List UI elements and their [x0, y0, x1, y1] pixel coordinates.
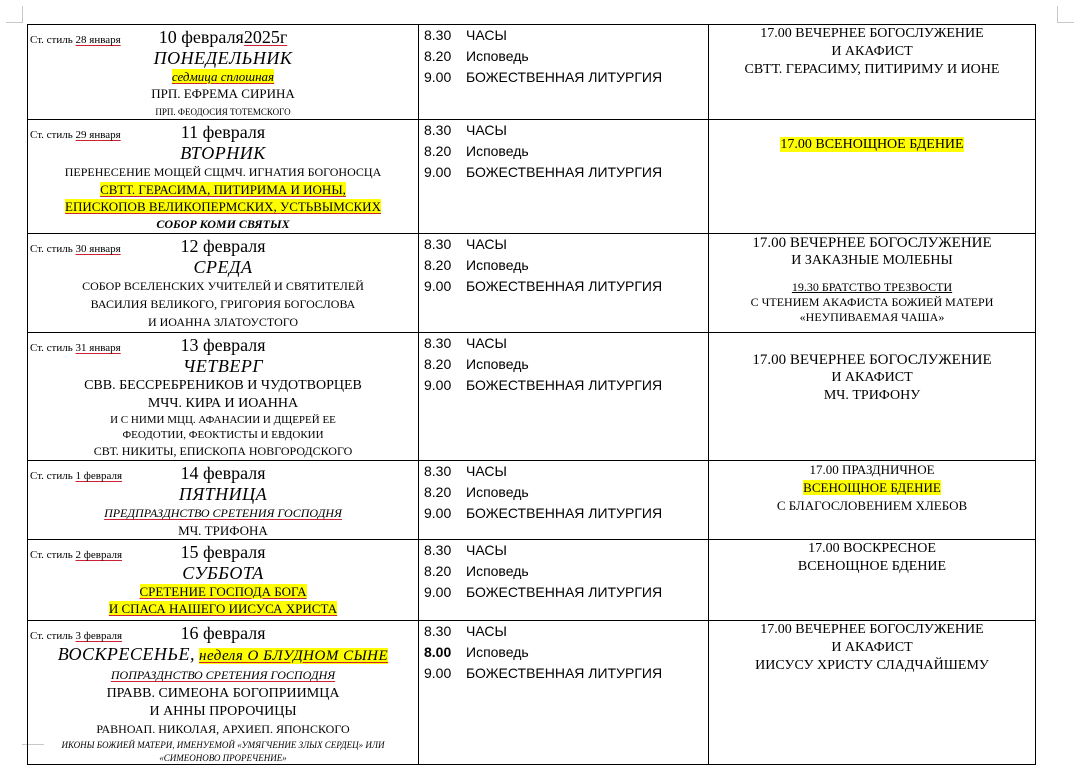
evening-line: ВСЕНОЩНОЕ БДЕНИЕ [797, 559, 947, 574]
old-style-day: 2 февраля [75, 549, 122, 561]
schedule-row [28, 234, 1036, 333]
morning-schedule-cell [419, 120, 709, 234]
service-line [424, 141, 708, 162]
evening-service-cell [709, 234, 1036, 333]
service-time: 9.00 [424, 505, 452, 521]
service-line [424, 582, 708, 603]
service-name: ЧАСЫ [466, 236, 507, 252]
service-line [424, 46, 708, 67]
service-name: Исповедь [466, 143, 529, 159]
evening-service-cell [709, 621, 1036, 765]
commemoration-text: СВВ. БЕССРЕБРЕНИКОВ И ЧУДОТВОРЦЕВ [84, 378, 362, 393]
service-time: 8.20 [424, 484, 452, 500]
morning-schedule-cell [419, 333, 709, 461]
schedule-row [28, 25, 1036, 120]
evening-highlight: 17.00 ВСЕНОЩНОЕ БДЕНИЕ [780, 137, 964, 152]
evening-text: С БЛАГОСЛОВЕНИЕМ ХЛЕБОВ [776, 498, 968, 513]
service-time: 8.20 [424, 48, 452, 64]
evening-service-cell [709, 540, 1036, 621]
service-line [424, 663, 708, 684]
day-cell [28, 333, 419, 461]
weekday: ВТОРНИК [180, 143, 266, 163]
weekday: ВОСКРЕСЕНЬЕ, [57, 644, 196, 664]
service-time: 9.00 [424, 164, 452, 180]
commemoration-line [28, 720, 418, 738]
date-year: 2025г [243, 27, 288, 47]
commemoration-line [28, 738, 418, 751]
old-style-date [30, 32, 121, 49]
service-name: Исповедь [466, 484, 529, 500]
schedule-row [28, 621, 1036, 765]
old-style-date [30, 628, 122, 645]
commemoration-text: ПРЕДПРАЗДНСТВО СРЕТЕНИЯ ГОСПОДНЯ [104, 506, 342, 520]
service-name: ЧАСЫ [466, 335, 507, 351]
new-style-date: 10 февраля [158, 27, 244, 47]
service-name: БОЖЕСТВЕННАЯ ЛИТУРГИЯ [466, 505, 663, 521]
commemoration-text: «СИМЕОНОВО ПРОРЕЧЕНИЕ» [159, 753, 287, 763]
evening-line: 17.00 ВЕЧЕРНЕЕ БОГОСЛУЖЕНИЕ [752, 235, 992, 251]
day-header [28, 26, 418, 49]
commemoration-text: МЧЧ. КИРА И ИОАННА [147, 396, 299, 411]
evening-line: И ЗАКАЗНЫЕ МОЛЕБНЫ [791, 253, 953, 268]
service-time: 8.20 [424, 143, 452, 159]
commemoration-line [28, 102, 418, 119]
morning-schedule-cell [419, 234, 709, 333]
commemoration-text: ВАСИЛИЯ ВЕЛИКОГО, ГРИГОРИЯ БОГОСЛОВА [90, 297, 356, 311]
commemoration-text: СОБОР ВСЕЛЕНСКИХ УЧИТЕЛЕЙ И СВЯТИТЕЛЕЙ [82, 279, 364, 293]
old-style-label: Ст. стиль [30, 549, 73, 561]
weekday-line [28, 564, 418, 583]
weekday: СРЕДА [193, 257, 253, 277]
day-cell [28, 540, 419, 621]
schedule-row [28, 120, 1036, 234]
evening-line: 17.00 ВЕЧЕРНЕЕ БОГОСЛУЖЕНИЕ [760, 26, 984, 41]
commemoration-text: И СПАСА НАШЕГО ИИСУСА ХРИСТА [108, 601, 338, 616]
service-line [424, 503, 708, 524]
weekday-line [28, 645, 418, 666]
old-style-day: 28 января [75, 34, 121, 46]
commemoration-text: СРЕТЕНИЕ ГОСПОДА БОГА [139, 584, 307, 599]
old-style-date [30, 241, 121, 258]
commemoration-line [28, 504, 418, 522]
evening-small-line: 19.30 БРАТСТВО ТРЕЗВОСТИ [791, 280, 953, 294]
evening-line: 17.00 ВОСКРЕСНОЕ [808, 541, 936, 556]
evening-text: 17.00 ПРАЗДНИЧНОЕ [809, 462, 935, 477]
commemoration-line [28, 427, 418, 442]
evening-gap [709, 270, 1035, 280]
service-line [424, 234, 708, 255]
old-style-day: 3 февраля [75, 630, 122, 642]
old-style-date [30, 127, 121, 144]
service-name: БОЖЕСТВЕННАЯ ЛИТУРГИЯ [466, 69, 663, 85]
evening-line: И АКАФИСТ [831, 370, 913, 385]
day-header [28, 334, 418, 357]
old-style-date [30, 547, 122, 564]
commemoration-text: ПРП. ЕФРЕМА СИРИНА [151, 86, 295, 101]
evening-small-line: «НЕУПИВАЕМАЯ ЧАША» [799, 310, 945, 324]
service-time: 8.30 [424, 27, 452, 43]
service-line [424, 621, 708, 642]
commemoration-line [28, 442, 418, 460]
commemoration-line [28, 666, 418, 684]
service-time: 9.00 [424, 278, 452, 294]
new-style-date: 14 февраля [180, 463, 266, 483]
evening-small-line: С ЧТЕНИЕМ АКАФИСТА БОЖИЕЙ МАТЕРИ [750, 295, 994, 309]
evening-line [709, 461, 1035, 479]
commemoration-line [28, 68, 418, 85]
service-name: ЧАСЫ [466, 542, 507, 558]
commemoration-text: ПРП. ФЕОДОСИЯ ТОТЕМСКОГО [155, 107, 291, 117]
evening-line [709, 136, 1035, 154]
service-time: 8.30 [424, 236, 452, 252]
service-line [424, 461, 708, 482]
evening-line [709, 479, 1035, 497]
service-name: БОЖЕСТВЕННАЯ ЛИТУРГИЯ [466, 377, 663, 393]
service-line [424, 561, 708, 582]
service-line [424, 67, 708, 88]
weekday: ПОНЕДЕЛЬНИК [153, 48, 293, 68]
day-cell [28, 234, 419, 333]
service-time: 8.20 [424, 257, 452, 273]
old-style-day: 31 января [75, 342, 121, 354]
evening-text: ВСЕНОЩНОЕ БДЕНИЕ [803, 480, 941, 495]
weekday-line [28, 49, 418, 68]
service-line [424, 482, 708, 503]
service-name: Исповедь [466, 563, 529, 579]
evening-service-cell [709, 120, 1036, 234]
weekday-line [28, 258, 418, 277]
commemoration-line [28, 163, 418, 181]
commemoration-text: ФЕОДОТИИ, ФЕОКТИСТЫ И ЕВДОКИИ [122, 429, 324, 441]
service-line [424, 276, 708, 297]
evening-line: ИИСУСУ ХРИСТУ СЛАДЧАЙШЕМУ [755, 658, 989, 673]
sunday-title: неделя О БЛУДНОМ СЫНЕ [199, 648, 389, 664]
commemoration-line [28, 198, 418, 215]
service-name: БОЖЕСТВЕННАЯ ЛИТУРГИЯ [466, 665, 663, 681]
service-time: 9.00 [424, 584, 452, 600]
service-time: 8.30 [424, 623, 452, 639]
morning-schedule-cell [419, 621, 709, 765]
service-name: БОЖЕСТВЕННАЯ ЛИТУРГИЯ [466, 584, 663, 600]
service-line [424, 642, 708, 663]
commemoration-text: ПОПРАЗДНСТВО СРЕТЕНИЯ ГОСПОДНЯ [110, 668, 336, 682]
service-name: БОЖЕСТВЕННАЯ ЛИТУРГИЯ [466, 164, 663, 180]
service-line [424, 255, 708, 276]
old-style-day: 30 января [75, 243, 121, 255]
schedule-row [28, 333, 1036, 461]
evening-service-cell [709, 333, 1036, 461]
new-style-date: 16 февраля [180, 623, 266, 643]
service-time: 9.00 [424, 69, 452, 85]
new-style-date: 11 февраля [180, 122, 266, 142]
day-header [28, 121, 418, 144]
service-name: ЧАСЫ [466, 27, 507, 43]
commemoration-line [28, 751, 418, 764]
service-time: 8.20 [424, 356, 452, 372]
old-style-day: 29 января [75, 129, 121, 141]
commemoration-line [28, 394, 418, 412]
commemoration-text: И ИОАННА ЗЛАТОУСТОГО [147, 315, 299, 329]
commemoration-line [28, 583, 418, 600]
day-header [28, 235, 418, 258]
commemoration-line [28, 522, 418, 539]
service-name: ЧАСЫ [466, 122, 507, 138]
morning-schedule-cell [419, 540, 709, 621]
evening-line: МЧ. ТРИФОНУ [823, 388, 921, 403]
morning-schedule-cell [419, 461, 709, 540]
weekday: ПЯТНИЦА [178, 484, 268, 504]
weekday-line [28, 144, 418, 163]
schedule-row [28, 461, 1036, 540]
new-style-date: 13 февраля [180, 335, 266, 355]
evening-line: И АКАФИСТ [831, 44, 913, 59]
commemoration-text: ПРАВВ. СИМЕОНА БОГОПРИИМЦА [106, 686, 340, 701]
commemoration-text: ИКОНЫ БОЖИЕЙ МАТЕРИ, ИМЕНУЕМОЙ «УМЯГЧЕНИЕ ЗЛЫХ СЕРДЕЦ» ИЛИ [61, 740, 385, 750]
old-style-label: Ст. стиль [30, 342, 73, 354]
evening-line: СВТТ. ГЕРАСИМУ, ПИТИРИМУ И ИОНЕ [744, 62, 1000, 77]
service-line [424, 333, 708, 354]
service-line [424, 375, 708, 396]
old-style-label: Ст. стиль [30, 470, 73, 482]
day-header [28, 462, 418, 485]
commemoration-line [28, 215, 418, 233]
service-name: Исповедь [466, 257, 529, 273]
schedule-table [27, 24, 1036, 765]
service-time: 8.30 [424, 463, 452, 479]
commemoration-text: СОБОР КОМИ СВЯТЫХ [156, 217, 290, 231]
commemoration-text: И АННЫ ПРОРОЧИЦЫ [149, 704, 297, 719]
commemoration-text: МЧ. ТРИФОНА [178, 523, 268, 538]
new-style-date: 12 февраля [180, 236, 266, 256]
service-name: БОЖЕСТВЕННАЯ ЛИТУРГИЯ [466, 278, 663, 294]
service-name: Исповедь [466, 356, 529, 372]
service-line [424, 540, 708, 561]
schedule-row [28, 540, 1036, 621]
commemoration-text: седмица сплошная [171, 69, 275, 84]
commemoration-line [28, 313, 418, 331]
day-header [28, 541, 418, 564]
service-line [424, 25, 708, 46]
commemoration-line [28, 600, 418, 617]
service-name: Исповедь [466, 644, 529, 660]
commemoration-line [28, 376, 418, 394]
commemoration-line [28, 277, 418, 295]
commemoration-text: ЕПИСКОПОВ ВЕЛИКОПЕРМСКИХ, УСТЬВЫМСКИХ [65, 199, 381, 214]
commemoration-line [28, 412, 418, 427]
evening-line: 17.00 ВЕЧЕРНЕЕ БОГОСЛУЖЕНИЕ [752, 352, 992, 368]
old-style-label: Ст. стиль [30, 34, 73, 46]
commemoration-line [28, 85, 418, 102]
evening-service-cell [709, 461, 1036, 540]
evening-service-cell [709, 25, 1036, 120]
service-time: 9.00 [424, 665, 452, 681]
service-line [424, 120, 708, 141]
day-cell [28, 25, 419, 120]
old-style-label: Ст. стиль [30, 630, 73, 642]
weekday: ЧЕТВЕРГ [182, 356, 264, 376]
service-time: 8.30 [424, 122, 452, 138]
day-header [28, 622, 418, 645]
commemoration-line [28, 702, 418, 720]
service-name: ЧАСЫ [466, 623, 507, 639]
commemoration-text: СВТ. НИКИТЫ, ЕПИСКОПА НОВГОРОДСКОГО [93, 444, 353, 458]
commemoration-text: ПЕРЕНЕСЕНИЕ МОЩЕЙ СЩМЧ. ИГНАТИЯ БОГОНОСЦА [64, 165, 382, 179]
commemoration-text: СВТТ. ГЕРАСИМА, ПИТИРИМА И ИОНЫ, [100, 182, 346, 197]
weekday-line [28, 357, 418, 376]
evening-line: 17.00 ВЕЧЕРНЕЕ БОГОСЛУЖЕНИЕ [760, 622, 984, 637]
evening-line: И АКАФИСТ [831, 640, 913, 655]
old-style-date [30, 468, 122, 485]
page-corner-mark [6, 6, 23, 23]
commemoration-line [28, 684, 418, 702]
old-style-date [30, 340, 121, 357]
page-corner-mark [1057, 6, 1074, 23]
day-cell [28, 461, 419, 540]
evening-line [709, 497, 1035, 515]
commemoration-text: И С НИМИ МЦЦ. АФАНАСИИ И ДЩЕРЕЙ ЕЕ [110, 414, 336, 426]
commemoration-line [28, 181, 418, 198]
morning-schedule-cell [419, 25, 709, 120]
old-style-label: Ст. стиль [30, 243, 73, 255]
old-style-day: 1 февраля [75, 470, 122, 482]
service-line [424, 162, 708, 183]
service-time: 8.20 [424, 563, 452, 579]
service-time: 8.00 [424, 644, 452, 660]
service-name: ЧАСЫ [466, 463, 507, 479]
weekday-line [28, 485, 418, 504]
new-style-date: 15 февраля [180, 542, 266, 562]
day-cell [28, 120, 419, 234]
service-time: 9.00 [424, 377, 452, 393]
weekday: СУББОТА [182, 563, 264, 583]
service-line [424, 354, 708, 375]
service-time: 8.30 [424, 542, 452, 558]
commemoration-line [28, 295, 418, 313]
old-style-label: Ст. стиль [30, 129, 73, 141]
service-time: 8.30 [424, 335, 452, 351]
commemoration-text: РАВНОАП. НИКОЛАЯ, АРХИЕП. ЯПОНСКОГО [96, 722, 350, 736]
service-name: Исповедь [466, 48, 529, 64]
day-cell [28, 621, 419, 765]
